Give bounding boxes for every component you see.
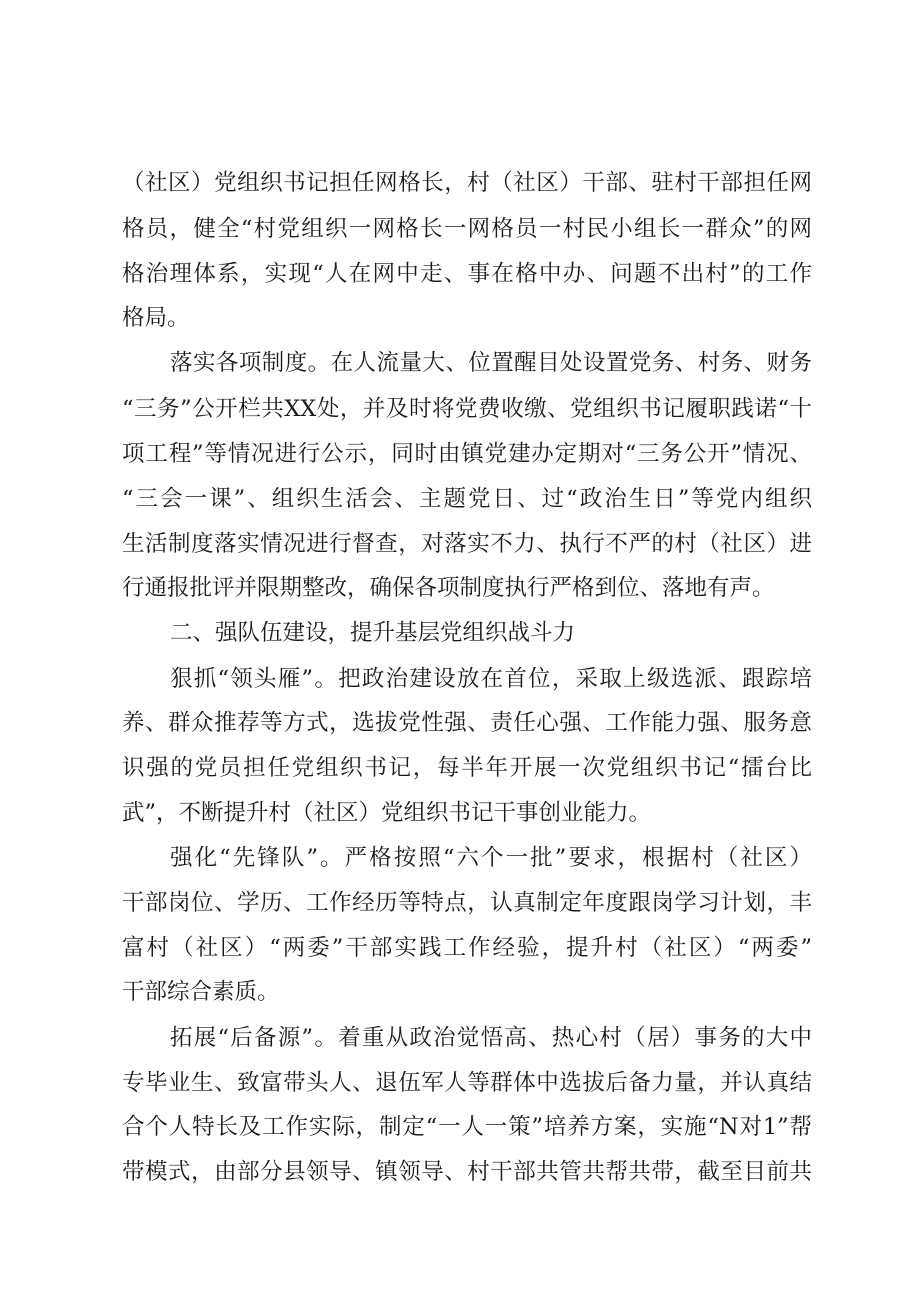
section-heading: 二、强队伍建设，提升基层党组织战斗力 — [170, 620, 576, 646]
text-line: 干部综合素质。 — [122, 979, 280, 1005]
text-line: 识强的党员担任党组织书记，每半年开展一次党组织书记“擂台比 — [122, 755, 812, 781]
text-line: 行通报批评并限期整改，确保各项制度执行严格到位、落地有声。 — [122, 575, 775, 601]
text-line: 专毕业生、致富带头人、退伍军人等群体中选拔后备力量，并认真结 — [122, 1070, 812, 1096]
text-line: 格治理体系，实现“人在网中走、事在格中办、问题不出村”的工作 — [122, 261, 812, 287]
text-line: （社区）党组织书记担任网格长，村（社区）干部、驻村干部担任网 — [122, 170, 812, 196]
text-line: “三会一课”、组织生活会、主题党日、过“政治生日”等党内组织 — [122, 486, 812, 512]
text-line: 干部岗位、学历、工作经历等特点，认真制定年度跟岗学习计划，丰 — [122, 890, 812, 916]
text-line: 格员，健全“村党组织一网格长一网格员一村民小组长一群众”的网 — [122, 216, 812, 242]
text-line: 合个人特长及工作实际，制定“一人一策”培养方案，实施“N对1”帮 — [122, 1114, 812, 1140]
paragraph-heading-line: 强化“先锋队”。严格按照“六个一批”要求，根据村（社区） — [170, 845, 812, 871]
paragraph-heading-line: 拓展“后备源”。着重从政治觉悟高、热心村（居）事务的大中 — [170, 1025, 812, 1051]
paragraph-heading-line: 狠抓“领头雁”。把政治建设放在首位，采取上级选派、跟踪培 — [170, 666, 812, 692]
paragraph-heading-line: 落实各项制度。在人流量大、位置醒目处设置党务、村务、财务 — [170, 350, 812, 376]
text-line: 养、群众推荐等方式，选拔党性强、责任心强、工作能力强、服务意 — [122, 710, 812, 736]
text-line: 生活制度落实情况进行督查，对落实不力、执行不严的村（社区）进 — [122, 531, 812, 557]
text-line: 武”，不断提升村（社区）党组织书记干事创业能力。 — [122, 800, 652, 826]
text-line: 带模式，由部分县领导、镇领导、村干部共管共帮共带，截至目前共 — [122, 1159, 812, 1185]
text-line: “三务”公开栏共XX处，并及时将党费收缴、党组织书记履职践诺“十 — [122, 396, 812, 422]
text-line: 格局。 — [122, 305, 190, 331]
text-line: 富村（社区）“两委”干部实践工作经验，提升村（社区）“两委” — [122, 935, 812, 961]
text-line: 项工程”等情况进行公示，同时由镇党建办定期对“三务公开”情况、 — [122, 441, 812, 467]
